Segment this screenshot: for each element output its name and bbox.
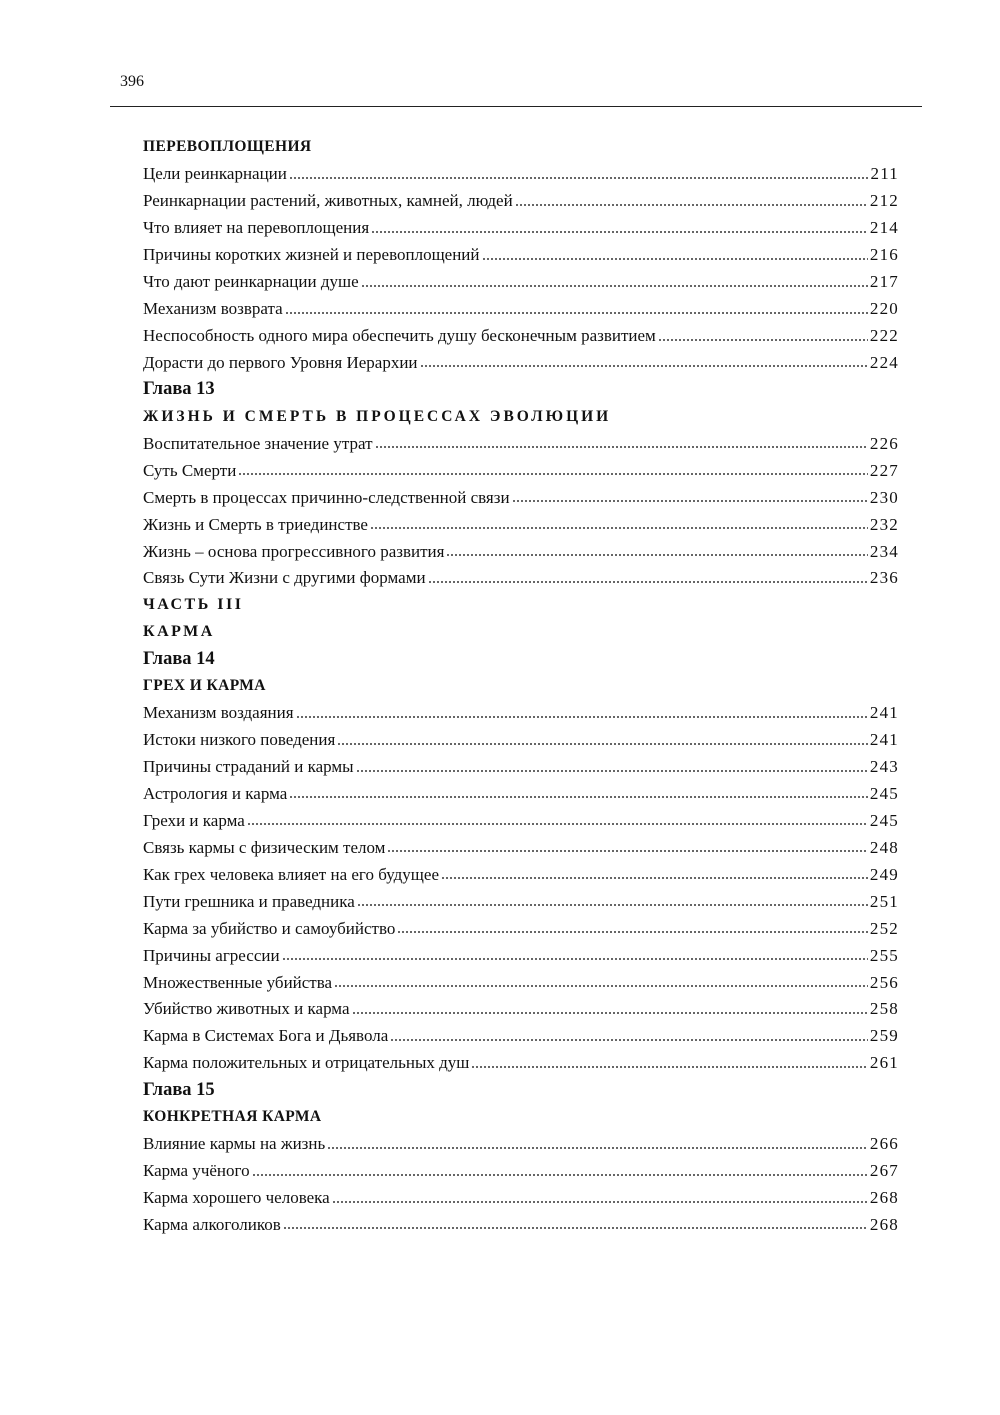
dot-leader <box>387 850 867 852</box>
toc-section-heading <box>143 1104 899 1131</box>
toc-entry-page: 214 <box>869 218 899 238</box>
toc-entry-page: 266 <box>869 1134 899 1154</box>
toc-entry <box>143 888 899 915</box>
toc-entry-page: 216 <box>869 245 899 265</box>
toc-entry-title: Множественные убийства <box>143 972 333 992</box>
toc-entry <box>143 915 899 942</box>
toc-entry <box>143 188 899 215</box>
dot-leader <box>238 473 868 475</box>
toc-entry <box>143 457 899 484</box>
toc-entry-title: Карма учёного <box>143 1161 250 1181</box>
toc-chapter-heading <box>143 376 899 403</box>
toc-entry-page: 217 <box>869 272 899 292</box>
toc-entry-page: 211 <box>870 164 899 184</box>
toc-entry-page: 243 <box>869 757 899 777</box>
dot-leader <box>252 1174 868 1176</box>
toc-entry-page: 267 <box>869 1161 899 1181</box>
toc-entry <box>143 754 899 781</box>
toc-entry <box>143 727 899 754</box>
toc-entry <box>143 296 899 323</box>
toc-section-text: ПЕРЕВОПЛОЩЕНИЯ <box>143 138 312 156</box>
toc-entry-page: 222 <box>869 326 899 346</box>
toc-entry <box>143 807 899 834</box>
toc-entry <box>143 269 899 296</box>
toc-section-text: КОНКРЕТНАЯ КАРМА <box>143 1108 322 1126</box>
toc-entry-title: Грехи и карма <box>143 810 245 830</box>
dot-leader <box>397 931 868 933</box>
toc-chapter-heading <box>143 646 899 673</box>
dot-leader <box>375 446 868 448</box>
toc-entry-page: 258 <box>869 999 899 1019</box>
dot-leader <box>332 1201 868 1203</box>
toc-entry-title: Цели реинкарнации <box>143 164 287 184</box>
toc-entry-title: Причины агрессии <box>143 945 280 965</box>
dot-leader <box>515 204 868 206</box>
dot-leader <box>441 877 868 879</box>
toc-entry-title: Причины коротких жизней и перевоплощений <box>143 245 480 265</box>
toc-entry-page: 256 <box>869 972 899 992</box>
toc-entry-title: Карма положительных и отрицательных душ <box>143 1053 470 1073</box>
toc-entry-page: 226 <box>869 433 899 453</box>
dot-leader <box>420 365 868 367</box>
toc-entry-page: 252 <box>869 918 899 938</box>
toc-entry <box>143 430 899 457</box>
table-of-contents <box>143 134 899 1238</box>
dot-leader <box>370 527 868 529</box>
toc-entry <box>143 242 899 269</box>
toc-entry-title: Дорасти до первого Уровня Иерархии <box>143 352 418 372</box>
toc-entry-page: 268 <box>869 1214 899 1234</box>
toc-entry-title: Влияние кармы на жизнь <box>143 1134 326 1154</box>
toc-entry <box>143 1185 899 1212</box>
toc-entry <box>143 861 899 888</box>
dot-leader <box>352 1012 868 1014</box>
toc-chapter-text: Глава 13 <box>143 379 215 400</box>
toc-entry <box>143 484 899 511</box>
toc-entry-title: Механизм возврата <box>143 299 283 319</box>
toc-entry-title: Суть Смерти <box>143 460 237 480</box>
toc-entry-title: Связь Сути Жизни с другими формами <box>143 568 426 588</box>
toc-chapter-text: Глава 14 <box>143 648 215 669</box>
toc-entry-title: Жизнь и Смерть в триединстве <box>143 514 368 534</box>
toc-entry <box>143 1131 899 1158</box>
toc-entry-title: Реинкарнации растений, животных, камней, людей <box>143 191 513 211</box>
toc-part-text: КАРМА <box>143 623 215 641</box>
dot-leader <box>446 554 867 556</box>
dot-leader <box>658 339 868 341</box>
toc-entry-page: 212 <box>869 191 899 211</box>
toc-entry <box>143 1023 899 1050</box>
toc-entry-title: Астрология и карма <box>143 783 288 803</box>
toc-section-text: ГРЕХ И КАРМА <box>143 677 266 695</box>
toc-entry-page: 227 <box>869 460 899 480</box>
dot-leader <box>482 258 868 260</box>
dot-leader <box>471 1066 868 1068</box>
dot-leader <box>334 985 868 987</box>
toc-entry <box>143 1212 899 1239</box>
toc-section-heading <box>143 403 899 430</box>
toc-entry <box>143 834 899 861</box>
toc-entry <box>143 565 899 592</box>
toc-entry-page: 241 <box>869 730 899 750</box>
toc-entry <box>143 161 899 188</box>
dot-leader <box>357 904 868 906</box>
dot-leader <box>356 770 868 772</box>
dot-leader <box>361 285 868 287</box>
toc-entry <box>143 215 899 242</box>
toc-section-text: ЖИЗНЬ И СМЕРТЬ В ПРОЦЕССАХ ЭВОЛЮЦИИ <box>143 407 612 425</box>
toc-entry-page: 259 <box>869 1026 899 1046</box>
toc-entry <box>143 1158 899 1185</box>
toc-entry-title: Карма хорошего человека <box>143 1188 330 1208</box>
toc-part-heading <box>143 619 899 646</box>
dot-leader <box>289 177 869 179</box>
toc-entry-page: 249 <box>869 864 899 884</box>
toc-entry-page: 241 <box>869 703 899 723</box>
dot-leader <box>428 581 868 583</box>
toc-chapter-heading <box>143 1077 899 1104</box>
toc-entry-title: Жизнь – основа прогрессивного развития <box>143 541 445 561</box>
toc-entry-page: 245 <box>869 810 899 830</box>
toc-entry-title: Воспитательное значение утрат <box>143 433 373 453</box>
dot-leader <box>282 958 868 960</box>
toc-entry-title: Пути грешника и праведника <box>143 891 355 911</box>
toc-entry-title: Карма за убийство и самоубийство <box>143 918 396 938</box>
dot-leader <box>390 1039 868 1041</box>
toc-entry-title: Причины страданий и кармы <box>143 757 354 777</box>
dot-leader <box>296 716 868 718</box>
toc-entry-title: Неспособность одного мира обеспечить душу бесконечным развитием <box>143 326 656 346</box>
toc-entry-page: 248 <box>869 837 899 857</box>
toc-entry-page: 232 <box>869 514 899 534</box>
toc-entry <box>143 969 899 996</box>
toc-entry-page: 220 <box>869 299 899 319</box>
toc-entry-page: 224 <box>869 352 899 372</box>
toc-entry-page: 245 <box>869 783 899 803</box>
toc-entry-page: 236 <box>869 568 899 588</box>
toc-entry <box>143 700 899 727</box>
toc-part-heading <box>143 592 899 619</box>
toc-entry-page: 234 <box>869 541 899 561</box>
toc-entry <box>143 781 899 808</box>
dot-leader <box>285 312 868 314</box>
dot-leader <box>289 796 868 798</box>
toc-section-heading <box>143 134 899 161</box>
toc-entry <box>143 538 899 565</box>
toc-entry <box>143 996 899 1023</box>
toc-entry-title: Как грех человека влияет на его будущее <box>143 864 439 884</box>
toc-entry-title: Связь кармы с физическим телом <box>143 837 386 857</box>
page-number: 396 <box>120 73 144 90</box>
toc-entry <box>143 511 899 538</box>
dot-leader <box>337 743 868 745</box>
dot-leader <box>371 231 868 233</box>
toc-entry <box>143 942 899 969</box>
toc-part-text: ЧАСТЬ III <box>143 596 244 614</box>
toc-entry-title: Убийство животных и карма <box>143 999 350 1019</box>
toc-entry <box>143 1050 899 1077</box>
toc-entry <box>143 350 899 377</box>
toc-entry-page: 261 <box>869 1053 899 1073</box>
toc-entry-title: Смерть в процессах причинно-следственной связи <box>143 487 510 507</box>
toc-section-heading <box>143 673 899 700</box>
dot-leader <box>283 1227 868 1229</box>
dot-leader <box>327 1147 868 1149</box>
toc-entry-page: 251 <box>869 891 899 911</box>
toc-entry-title: Что дают реинкарнации душе <box>143 272 359 292</box>
toc-entry-title: Истоки низкого поведения <box>143 730 336 750</box>
toc-entry-page: 255 <box>869 945 899 965</box>
toc-entry-page: 230 <box>869 487 899 507</box>
toc-entry <box>143 323 899 350</box>
header-rule <box>110 106 922 107</box>
toc-entry-page: 268 <box>869 1188 899 1208</box>
toc-entry-title: Что влияет на перевоплощения <box>143 218 370 238</box>
toc-entry-title: Карма в Системах Бога и Дьявола <box>143 1026 389 1046</box>
toc-chapter-text: Глава 15 <box>143 1079 215 1100</box>
dot-leader <box>512 500 868 502</box>
dot-leader <box>247 823 868 825</box>
toc-entry-title: Механизм воздаяния <box>143 703 294 723</box>
toc-entry-title: Карма алкоголиков <box>143 1214 281 1234</box>
